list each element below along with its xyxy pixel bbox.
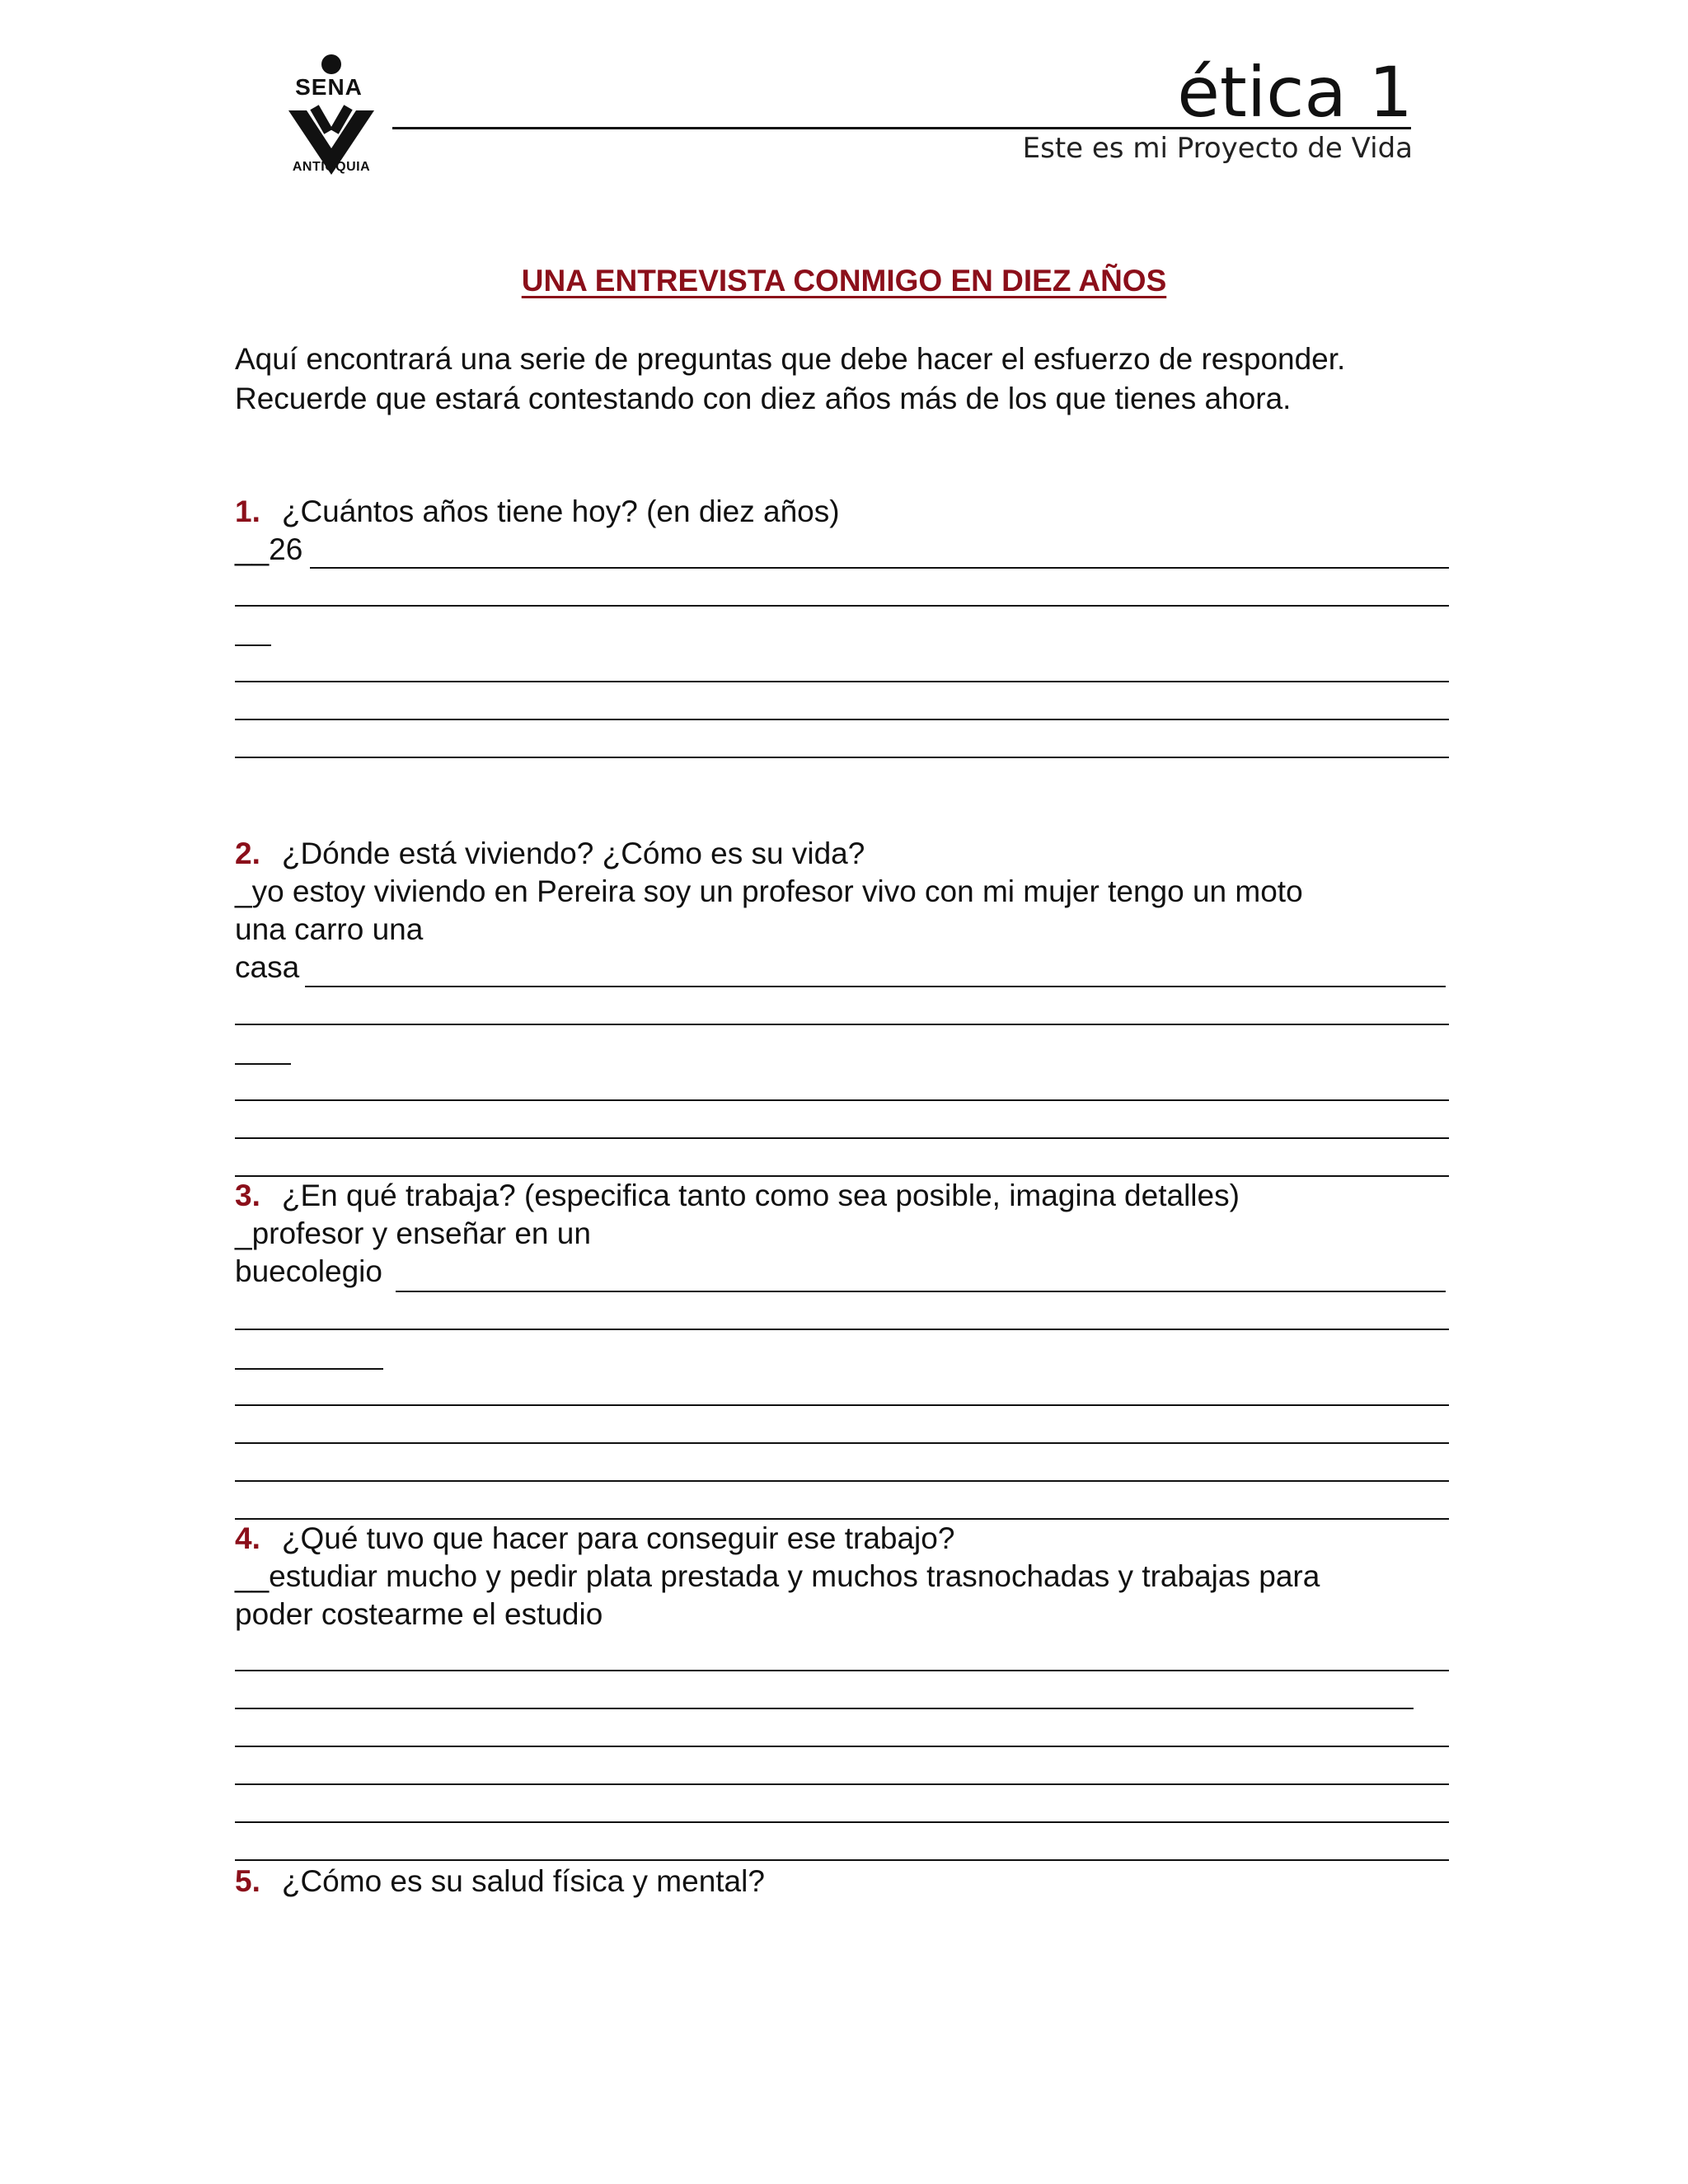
question-text: ¿Dónde está viviendo? ¿Cómo es su vida? [281, 837, 865, 870]
answer-rule [235, 1442, 1449, 1444]
question-text: ¿En qué trabaja? (especifica tanto como sea posible, imagina detalles) [281, 1179, 1240, 1212]
answer-rule [235, 1024, 1449, 1025]
answer-3-line-1[interactable]: _profesor y enseñar en un [235, 1216, 591, 1250]
answer-rule [235, 644, 271, 646]
answer-rule [305, 986, 1446, 987]
page-title: UNA ENTREVISTA CONMIGO EN DIEZ AÑOS [521, 264, 1167, 298]
question-4 [235, 1520, 954, 1558]
answer-rule [235, 1329, 1449, 1330]
answer-rule [235, 719, 1449, 720]
answer-rule [235, 1480, 1449, 1482]
answer-rule [235, 1404, 1449, 1406]
question-text: ¿Cuántos años tiene hoy? (en diez años) [281, 494, 840, 528]
answer-rule [396, 1291, 1446, 1292]
answer-rule [235, 1821, 1449, 1823]
answer-2-line-2[interactable]: una carro una [235, 912, 424, 946]
question-text: ¿Qué tuvo que hacer para conseguir ese trabajo? [281, 1521, 955, 1555]
logo-caption: ANTIOQUIA [292, 160, 371, 174]
header-subtitle: Este es mi Proyecto de Vida [1022, 132, 1413, 165]
answer-rule [235, 1708, 1414, 1709]
answer-rule [235, 757, 1449, 758]
logo-text: SENA [295, 74, 363, 100]
answer-2-line-3[interactable]: casa [235, 950, 300, 984]
answer-rule [235, 1099, 1449, 1101]
answer-rule [235, 1368, 383, 1370]
question-5 [235, 1863, 765, 1900]
intro-line: Recuerde que estará contestando con diez años más de los que tienes ahora. [235, 382, 1292, 415]
answer-rule [235, 1783, 1449, 1785]
answer-4-line-1[interactable]: __estudiar mucho y pedir plata prestada y muchos trasnochadas y trabajas para [235, 1559, 1320, 1593]
answer-3-line-2[interactable]: buecolegio [235, 1254, 382, 1288]
answer-rule [235, 1063, 291, 1065]
answer-rule [235, 605, 1449, 607]
answer-rule [235, 1859, 1449, 1861]
question-3 [235, 1177, 1240, 1215]
question-number: 4. [235, 1521, 260, 1555]
question-number: 2. [235, 837, 260, 870]
intro-paragraph [235, 340, 1455, 419]
question-1 [235, 493, 840, 531]
answer-1-line-1[interactable]: __26 [235, 532, 303, 566]
answer-rule [310, 567, 1449, 569]
answer-rule [235, 1670, 1449, 1671]
answer-rule [235, 1746, 1449, 1747]
answer-4-line-2[interactable]: poder costearme el estudio [235, 1597, 603, 1631]
question-number: 3. [235, 1179, 260, 1212]
question-number: 1. [235, 494, 260, 528]
intro-line: Aquí encontrará una serie de preguntas que debe hacer el esfuerzo de responder. [235, 342, 1346, 376]
answer-rule [235, 681, 1449, 682]
header-title: ética 1 [1177, 52, 1413, 133]
answer-rule [235, 1137, 1449, 1139]
question-text: ¿Cómo es su salud física y mental? [281, 1864, 765, 1898]
question-2 [235, 835, 865, 873]
question-number: 5. [235, 1864, 260, 1898]
answer-2-line-1[interactable]: _yo estoy viviendo en Pereira soy un profesor vivo con mi mujer tengo un moto [235, 874, 1303, 908]
